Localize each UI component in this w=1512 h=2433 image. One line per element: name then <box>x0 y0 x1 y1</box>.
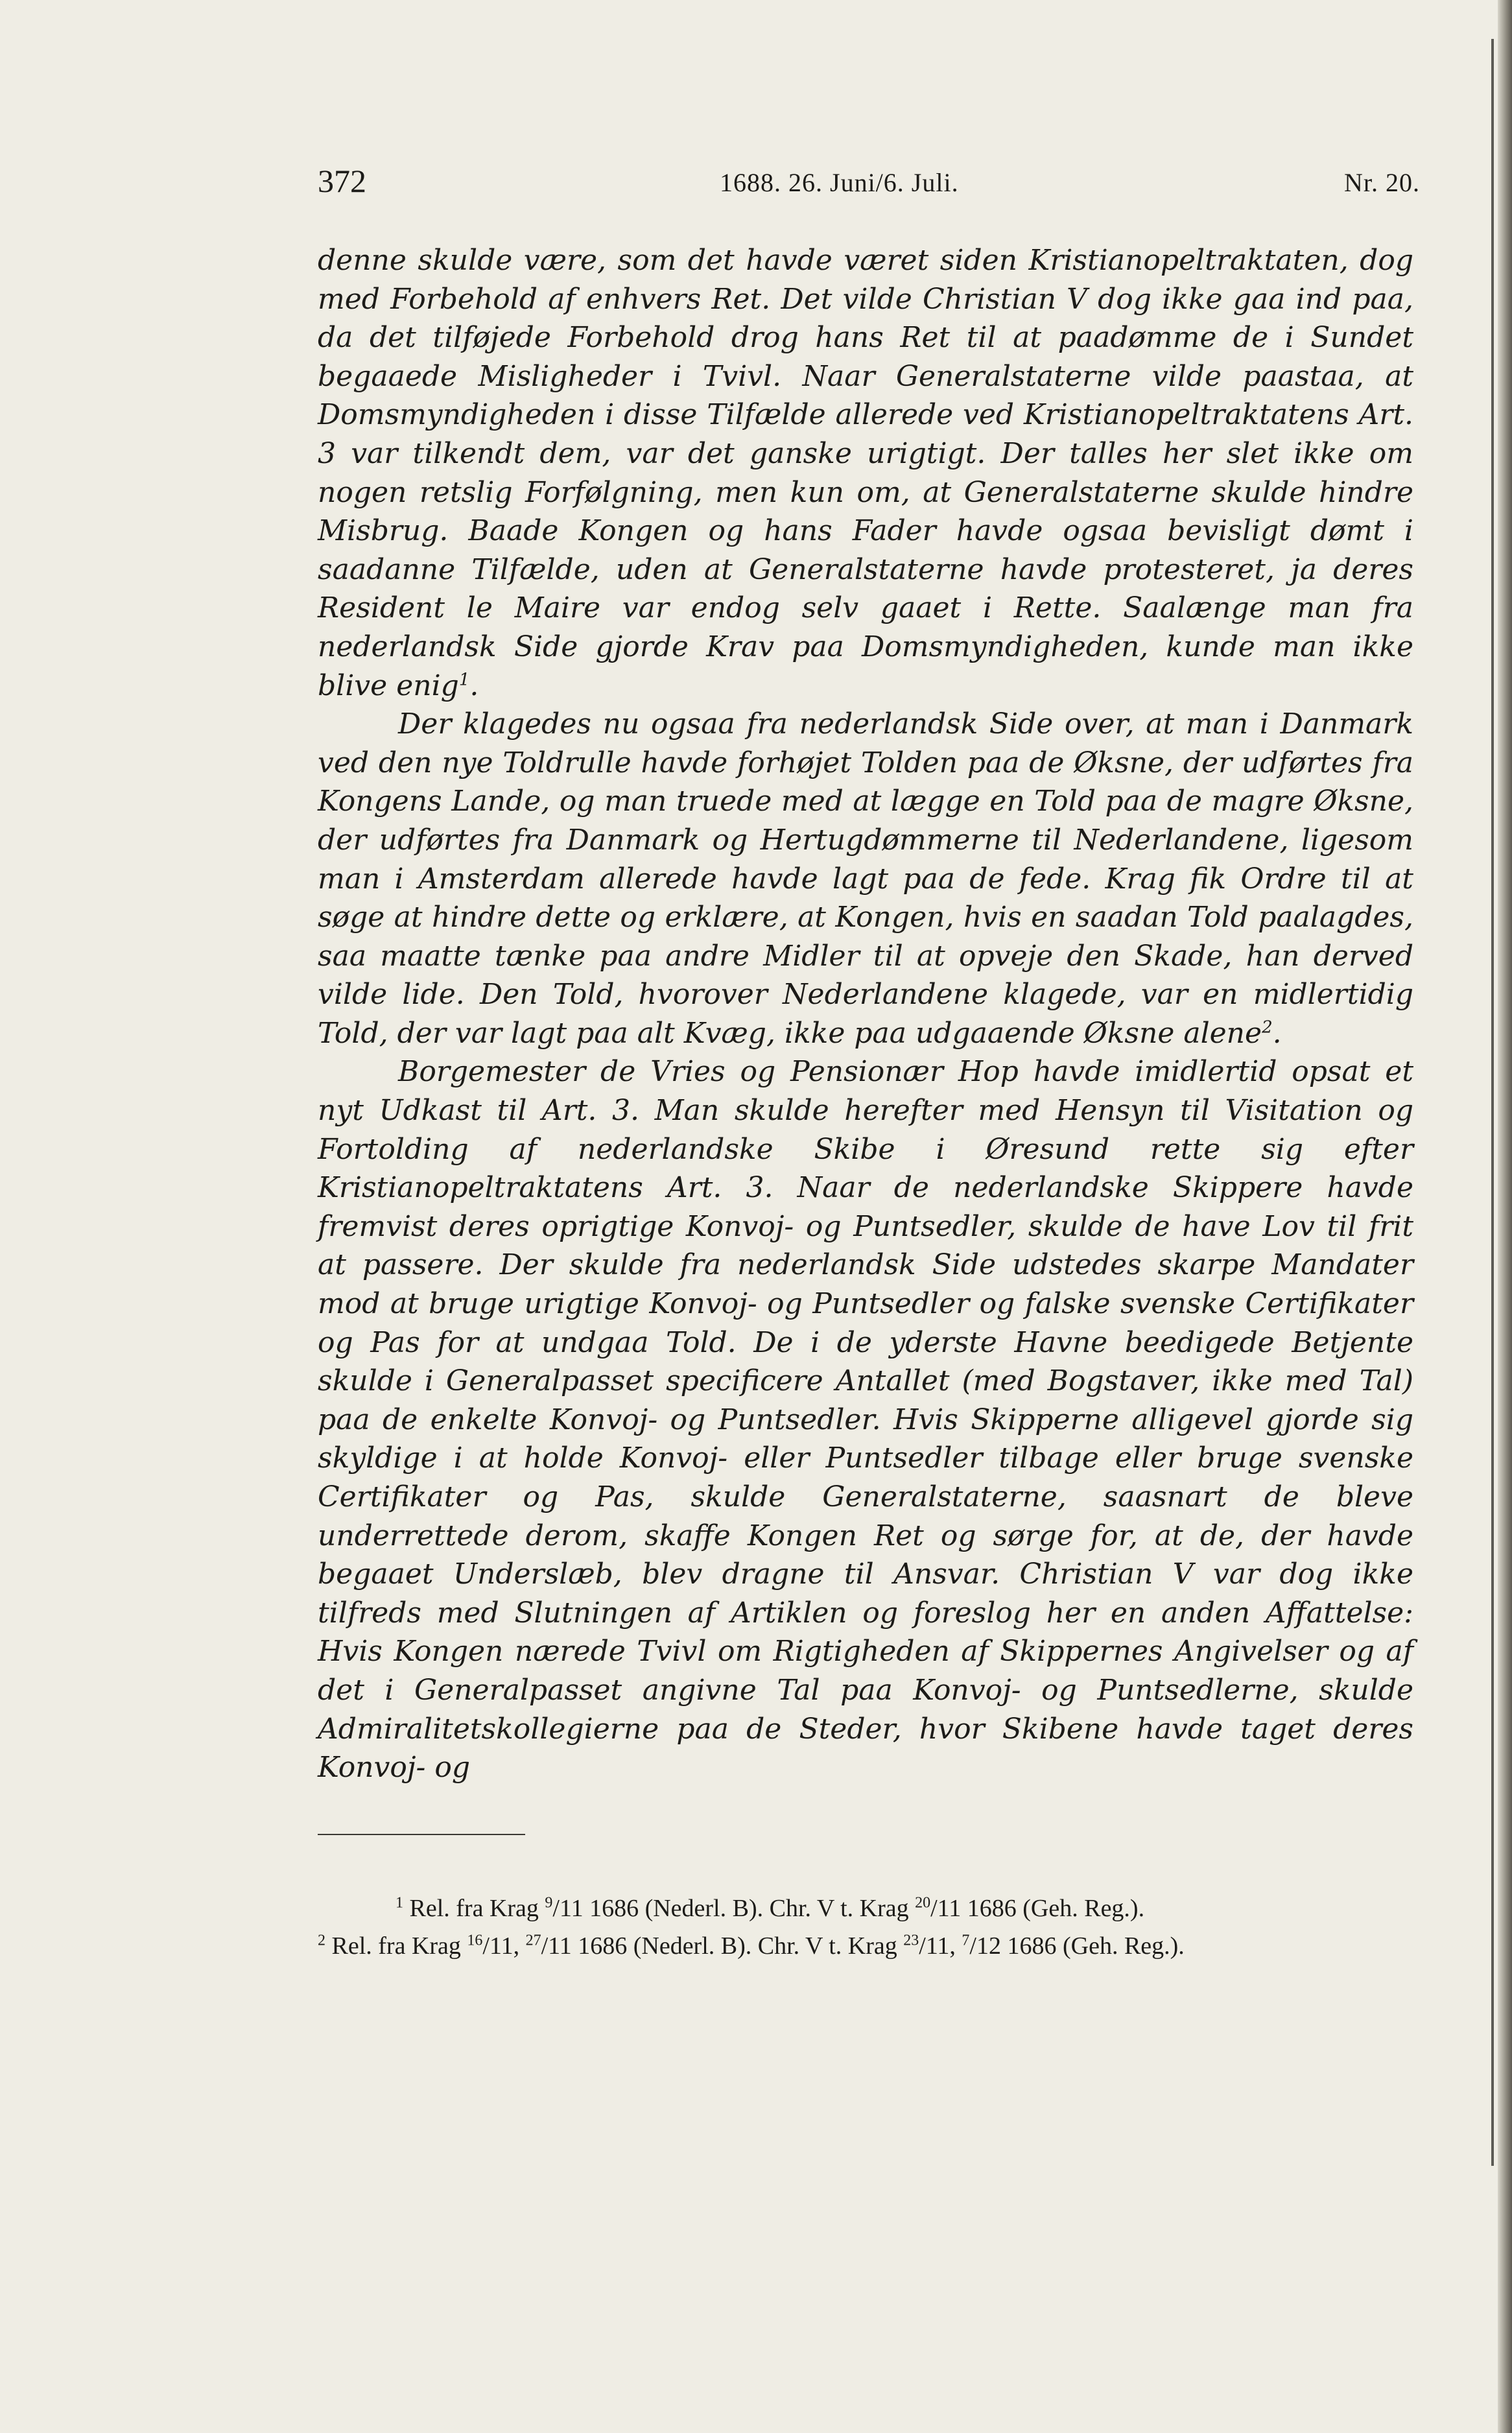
main-text <box>318 241 1413 1787</box>
footnotes <box>318 1890 1407 1965</box>
footnote: $^1$ Rel. fra Krag $^9$/11 1686 (Nederl. B). Chr. V t. Krag $^{20}$/11 1686 (Geh. Reg.). <box>396 1894 1145 1922</box>
paragraph: denne skulde være, som det havde været siden Kristianopeltraktaten, dog med Forbehold af enhvers Ret. Det vilde Christian V dog ikke gaa ind paa, da det tilføjede Forbehold drog hans Ret til at paadømme de i Sundet begaaede Misligheder i Tvivl. Naar Generalstaterne vilde paastaa, at Domsmyndigheden i disse Tilfælde allerede ved Kristianopeltraktatens Art. 3 var tilkendt dem, var det ganske urigtigt. Der talles her slet ikke om nogen retslig Forfølgning, men kun om, at Generalstaterne skulde hindre Misbrug. Baade Kongen og hans Fader havde ogsaa bevisligt dømt i saadanne Tilfælde, uden at Generalstaterne havde protesteret, ja deres Resident le Maire var endog selv gaaet i Rette. Saalænge man fra nederlandsk Side gjorde Krav paa Domsmyndigheden, kunde man ikke blive enig$^1$. <box>318 244 1413 702</box>
paragraph-text: Borgemester de Vries og Pensionær Hop havde imidlertid opsat et nyt Udkast til Art. 3. Man skulde herefter med Hensyn til Visitation og Fortolding af nederlandske Skibe i Øresund rette sig efter Kristianopeltraktatens Art. 3. Naar de nederlandske Skippere havde fremvist deres oprigtige Konvoj- og Puntsedler, skulde de have Lov til frit at passere. Der skulde fra nederlandsk Side udstedes skarpe Mandater mod at bruge urigtige Konvoj- og Puntsedler og falske svenske Certifikater og Pas for at undgaa Told. De i de yderste Havne beedigede Betjente skulde i Generalpasset specificere Antallet (med Bogstaver, ikke med Tal) paa de enkelte Konvoj- og Puntsedler. Hvis Skipperne alligevel gjorde sig skyldige i at holde Konvoj- eller Puntsedler tilbage eller bruge svenske Certifikater og Pas, skulde Generalstaterne, saasnart de bleve underrettede derom, skaffe Kongen Ret og sørge for, at de, der havde begaaet Underslæb, blev dragne til Ansvar. Christian V var dog ikke tilfreds med Slutningen af Artiklen og foreslog her en anden Affattelse: Hvis Kongen nærede Tvivl om Rigtigheden af Skippernes Angivelser og af det i Generalpasset angivne Tal paa Konvoj- og Puntsedlerne, skulde Admiralitetskollegierne paa de Steder, hvor Skibene havde taget deres Konvoj- og <box>318 1055 1413 1785</box>
page-header <box>318 162 1420 208</box>
running-head: 1688. 26. Juni/6. Juli. <box>720 168 959 197</box>
paragraph-text: denne skulde være, som det havde været siden Kristianopeltraktaten, dog med Forbehold af enhvers Ret. Det vilde Christian V dog ikke gaa ind paa, da det tilføjede Forbehold drog hans Ret til at paadømme de i Sundet begaaede Misligheder i Tvivl. Naar Generalstaterne vilde paastaa, at Domsmyndigheden i disse Tilfælde allerede ved Kristianopeltraktatens Art. 3 var tilkendt dem, var det ganske urigtigt. Der talles her slet ikke om nogen retslig Forfølgning, men kun om, at Generalstaterne skulde hindre Misbrug. Baade Kongen og hans Fader havde ogsaa bevisligt dømt i saadanne Tilfælde, uden at Generalstaterne havde protesteret, ja deres Resident le Maire var endog selv gaaet i Rette. Saalænge man fra nederlandsk Side gjorde Krav paa Domsmyndigheden, kunde man ikke blive enig <box>318 244 1413 702</box>
document-number: Nr. 20. <box>1344 168 1420 197</box>
footnote-ref[interactable]: 1 <box>458 669 470 689</box>
footnote-divider <box>318 1834 525 1835</box>
page-edge-shadow <box>1491 39 1494 2166</box>
page-edge <box>1498 0 1512 2433</box>
footnote-mark: 2 <box>318 1932 325 1949</box>
footnote-ref[interactable]: 2 <box>1262 1017 1273 1038</box>
paragraph <box>318 1052 1413 1786</box>
footnote-mark: 1 <box>396 1894 403 1912</box>
footnote: $^2$ Rel. fra Krag $^{16}$/11, $^{27}$/11 1686 (Nederl. B). Chr. V t. Krag $^{23}$/11, $^7$/12 1686 (Geh. Reg.). <box>318 1932 1185 1960</box>
page-number: 372 <box>318 163 366 199</box>
paragraph: Der klagedes nu ogsaa fra nederlandsk Side over, at man i Danmark ved den nye Toldrulle havde forhøjet Tolden paa de Øksne, der udførtes fra Kongens Lande, og man truede med at lægge en Told paa de magre Øksne, der udførtes fra Danmark og Hertugdømmerne til Nederlandene, ligesom man i Amsterdam allerede havde lagt paa de fede. Krag fik Ordre til at søge at hindre dette og erklære, at Kongen, hvis en saadan Told paalagdes, saa maatte tænke paa andre Midler til at opveje den Skade, han derved vilde lide. Den Told, hvorover Nederlandene klagede, var en midlertidig Told, der var lagt paa alt Kvæg, ikke paa udgaaende Øksne alene$^2$. <box>318 707 1413 1050</box>
paragraph-text: Der klagedes nu ogsaa fra nederlandsk Side over, at man i Danmark ved den nye Toldrulle havde forhøjet Tolden paa de Øksne, der udførtes fra Kongens Lande, og man truede med at lægge en Told paa de magre Øksne, der udførtes fra Danmark og Hertugdømmerne til Nederlandene, ligesom man i Amsterdam allerede havde lagt paa de fede. Krag fik Ordre til at søge at hindre dette og erklære, at Kongen, hvis en saadan Told paalagdes, saa maatte tænke paa andre Midler til at opveje den Skade, han derved vilde lide. Den Told, hvorover Nederlandene klagede, var en midlertidig Told, der var lagt paa alt Kvæg, ikke paa udgaaende Øksne alene <box>318 707 1413 1050</box>
